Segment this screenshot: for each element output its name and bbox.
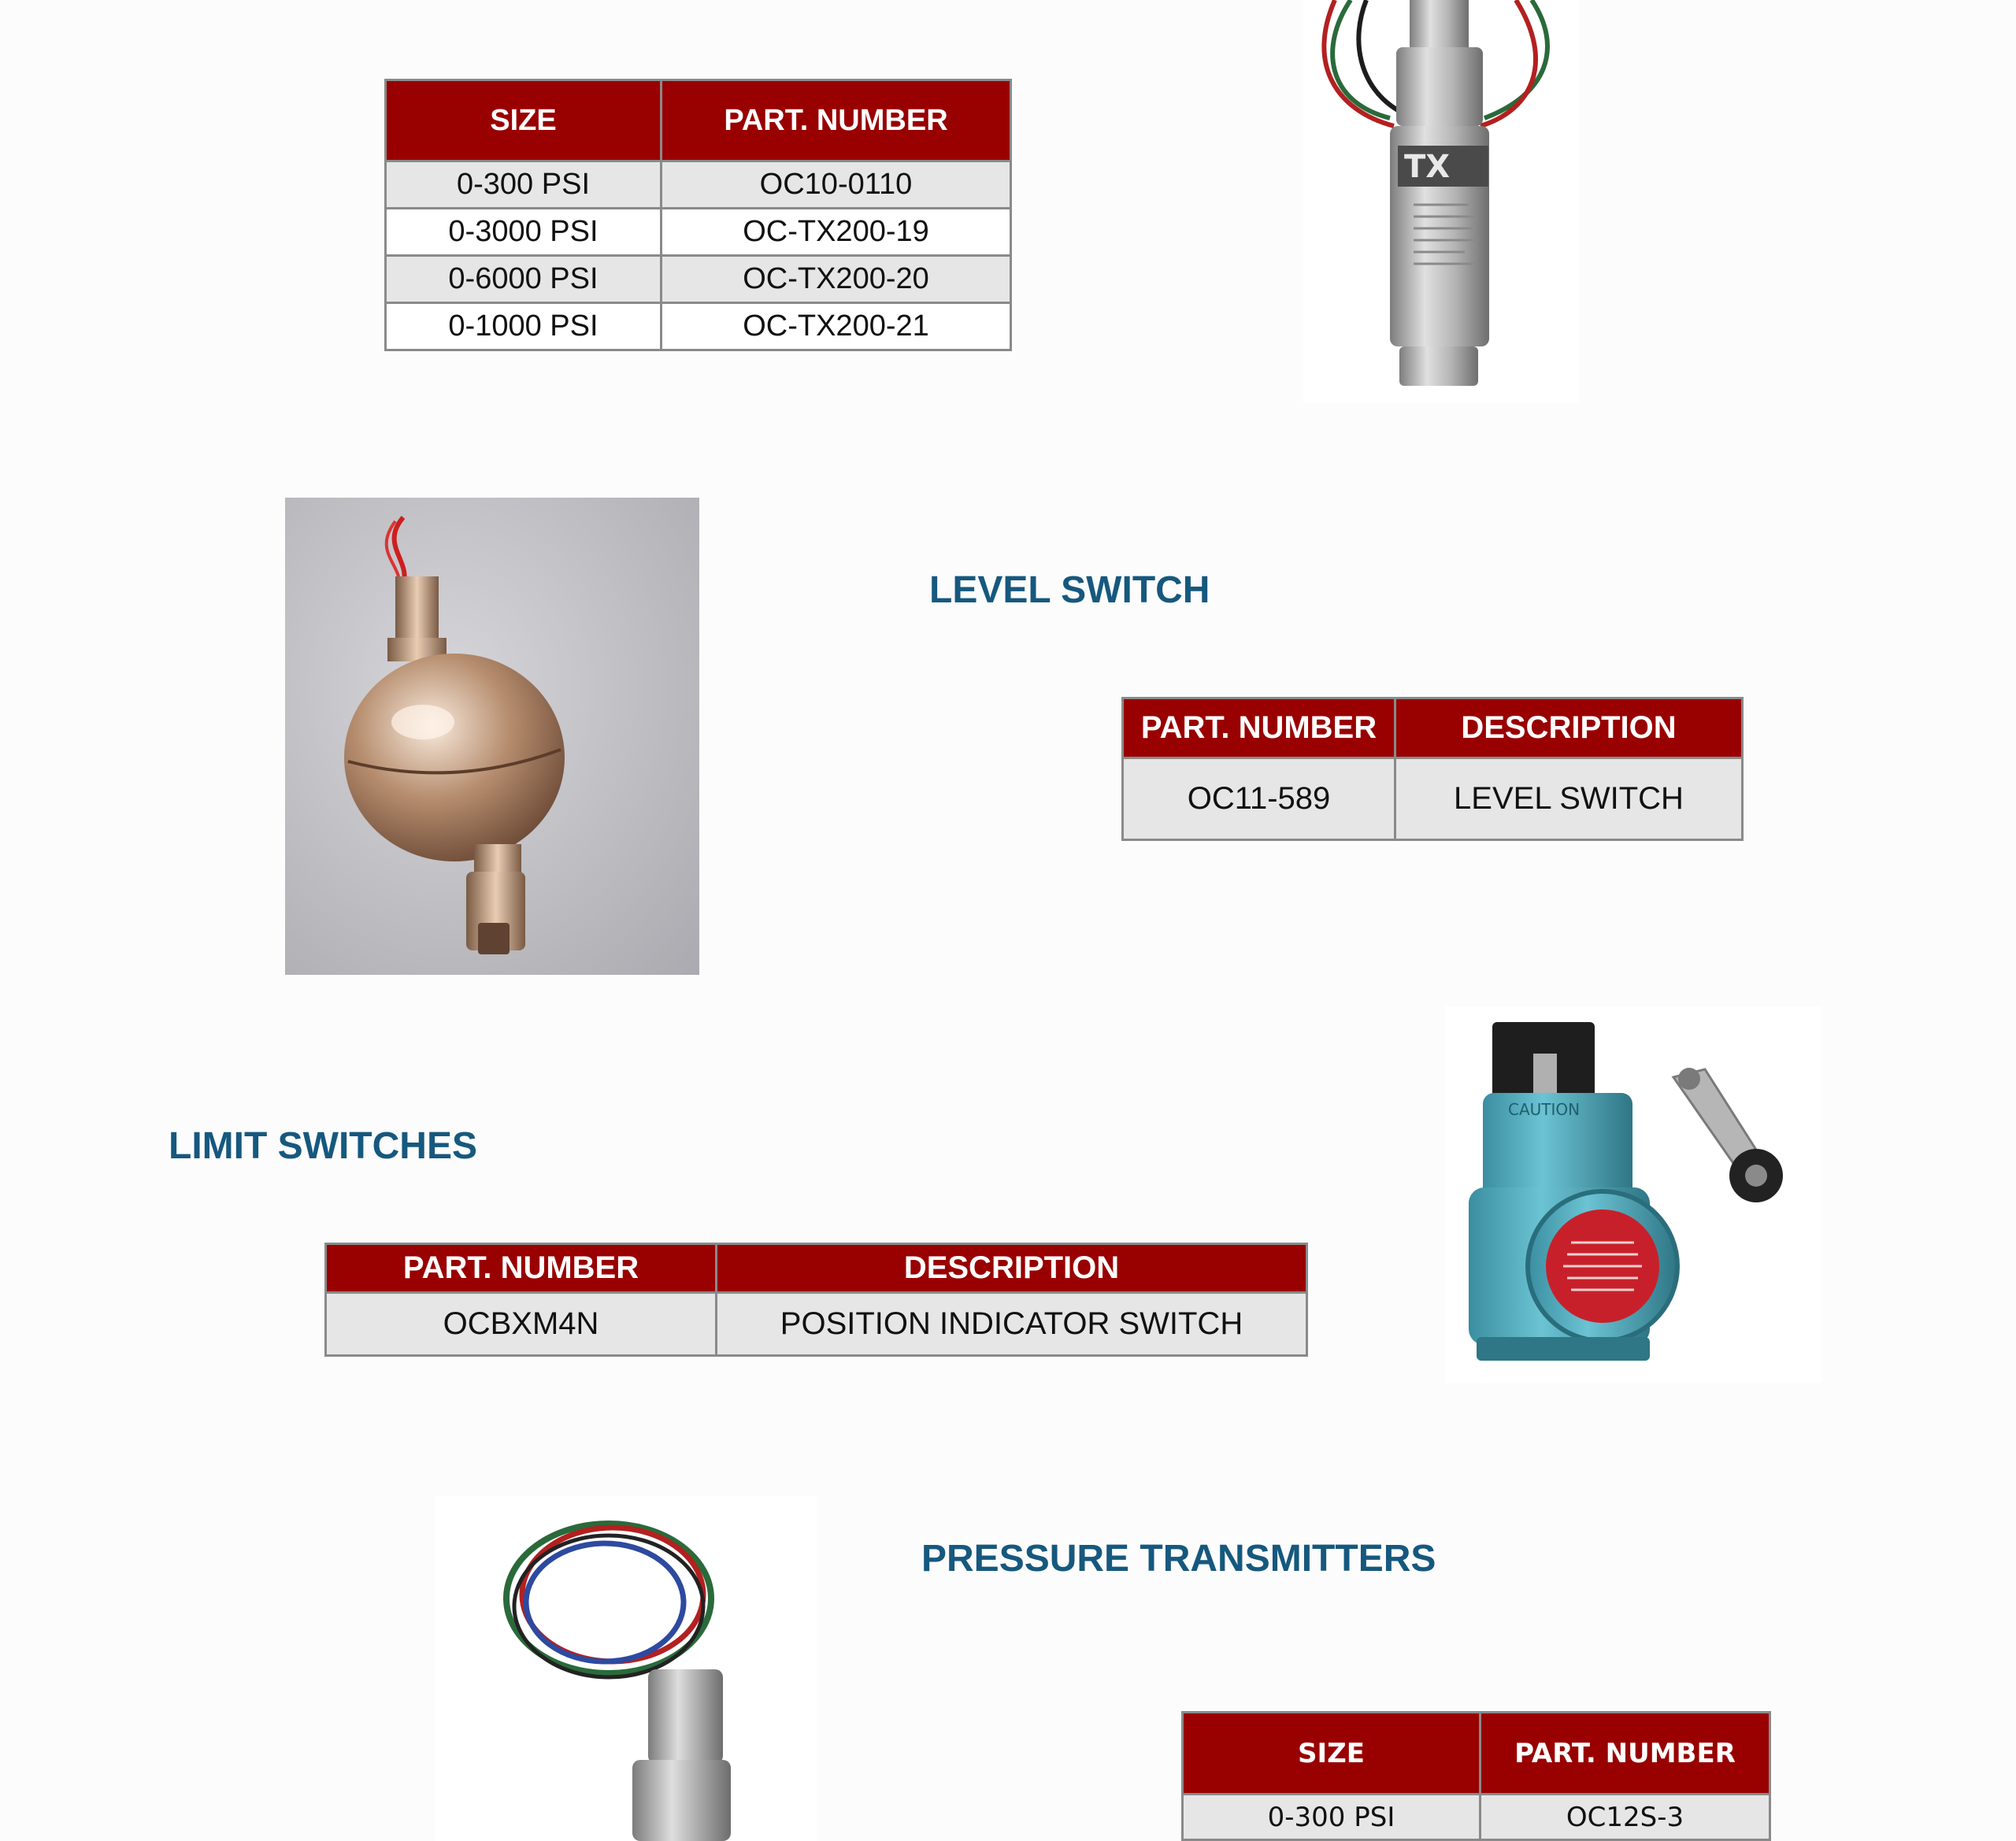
size-cell: 0-300 PSI	[1183, 1795, 1480, 1840]
column-header-part-number: PART. NUMBER	[1480, 1713, 1770, 1795]
limit-switch-photo	[1445, 1006, 1821, 1383]
part-number-cell: OCBXM4N	[326, 1293, 717, 1356]
size-cell: 0-3000 PSI	[386, 209, 662, 256]
column-header-part-number: PART. NUMBER	[326, 1244, 717, 1293]
table-row	[326, 1293, 1307, 1356]
part-number-cell: OC-TX200-20	[662, 256, 1011, 303]
pressure-transducer-photo	[1303, 0, 1579, 403]
level-switch-heading: LEVEL SWITCH	[929, 569, 1210, 611]
pressure-parts-table	[384, 79, 1012, 351]
pressure-transmitters-table	[1181, 1711, 1771, 1841]
table-header-row	[326, 1244, 1307, 1293]
pressure-transmitter-photo	[435, 1496, 817, 1841]
table-header-row	[1183, 1713, 1770, 1795]
table-row	[1183, 1795, 1770, 1840]
part-number-cell: OC12S-3	[1480, 1795, 1770, 1840]
part-number-cell: OC10-0110	[662, 161, 1011, 209]
level-switch-table	[1121, 697, 1744, 841]
part-number-cell: OC11-589	[1123, 758, 1395, 840]
table-row	[386, 209, 1011, 256]
table-header-row	[386, 80, 1011, 161]
part-number-cell: OC-TX200-21	[662, 303, 1011, 350]
tx-label-text: TX	[1404, 149, 1451, 185]
column-header-description: DESCRIPTION	[717, 1244, 1307, 1293]
level-switch-float-photo	[285, 498, 699, 975]
pressure-transmitters-heading: PRESSURE TRANSMITTERS	[921, 1538, 1436, 1580]
column-header-part-number: PART. NUMBER	[662, 80, 1011, 161]
table-row	[386, 256, 1011, 303]
table-row	[386, 303, 1011, 350]
column-header-description: DESCRIPTION	[1395, 698, 1743, 758]
table-header-row	[1123, 698, 1743, 758]
column-header-size: SIZE	[386, 80, 662, 161]
description-cell: POSITION INDICATOR SWITCH	[717, 1293, 1307, 1356]
size-cell: 0-300 PSI	[386, 161, 662, 209]
limit-switches-heading: LIMIT SWITCHES	[169, 1125, 477, 1167]
column-header-part-number: PART. NUMBER	[1123, 698, 1395, 758]
caution-label-text: CAUTION	[1508, 1100, 1581, 1119]
size-cell: 0-6000 PSI	[386, 256, 662, 303]
table-row	[1123, 758, 1743, 840]
table-row	[386, 161, 1011, 209]
part-number-cell: OC-TX200-19	[662, 209, 1011, 256]
column-header-size: SIZE	[1183, 1713, 1480, 1795]
limit-switches-table	[324, 1243, 1308, 1357]
size-cell: 0-1000 PSI	[386, 303, 662, 350]
description-cell: LEVEL SWITCH	[1395, 758, 1743, 840]
